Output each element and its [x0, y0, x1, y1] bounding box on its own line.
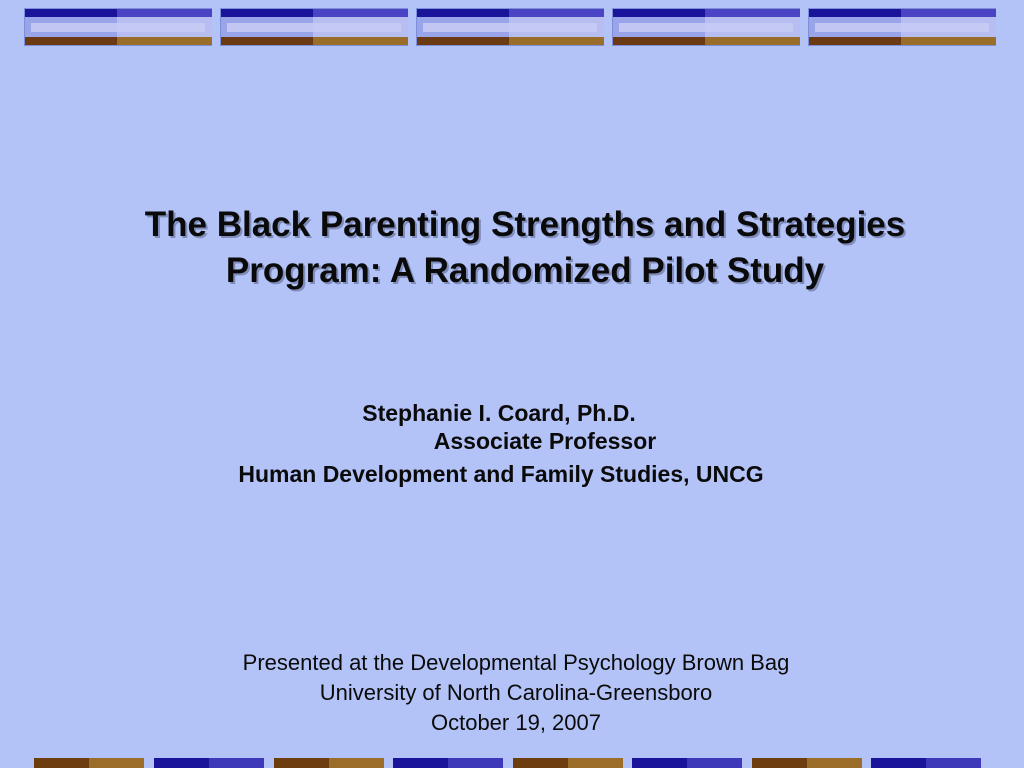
top-decor-block — [24, 8, 212, 46]
author-role: Associate Professor — [433, 428, 657, 454]
top-decor-block — [612, 8, 800, 46]
slide-title — [60, 202, 990, 294]
presented-institution: University of North Carolina-Greensboro — [319, 680, 713, 705]
author-name: Stephanie I. Coard, Ph.D. — [362, 400, 636, 426]
slide-title-line1: The Black Parenting Strengths and Strategies — [144, 205, 906, 244]
bottom-decorative-band — [0, 758, 1024, 768]
bottom-decor-block — [154, 758, 264, 768]
slide-title-line2: Program: A Randomized Pilot Study — [225, 251, 825, 290]
bottom-decor-block — [34, 758, 144, 768]
top-decor-block — [808, 8, 996, 46]
bottom-decor-block — [393, 758, 503, 768]
bottom-decor-block — [632, 758, 742, 768]
author-department: Human Development and Family Studies, UNCG — [238, 461, 764, 487]
bottom-decor-block — [871, 758, 981, 768]
bottom-decor-block — [752, 758, 862, 768]
presented-venue: Presented at the Developmental Psychology Brown Bag — [242, 650, 790, 675]
presented-date: October 19, 2007 — [430, 710, 601, 735]
presentation-info — [0, 648, 1024, 738]
top-decorative-band — [0, 0, 1024, 60]
top-decor-block — [220, 8, 408, 46]
bottom-decor-block — [274, 758, 384, 768]
author-block — [0, 398, 1024, 489]
bottom-decor-block — [513, 758, 623, 768]
top-decor-block — [416, 8, 604, 46]
